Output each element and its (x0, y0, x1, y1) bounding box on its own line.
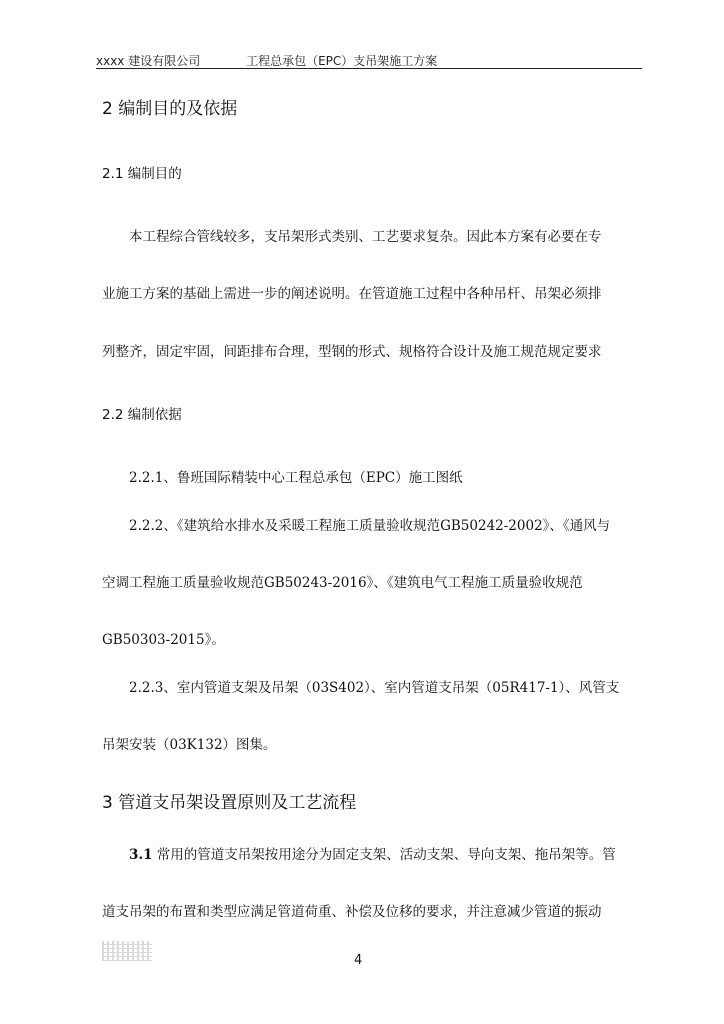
paragraph-line (129, 843, 616, 863)
paragraph-line: GB50303-2015》。 (102, 632, 225, 648)
paragraph-line: 道支吊架的布置和类型应满足管道荷重、补偿及位移的要求，并注意减少管道的振动 (102, 904, 602, 920)
header-company: xxxx 建设有限公司 (96, 54, 201, 68)
section-2-1-heading: 2.1 编制目的 (102, 166, 182, 182)
section-3-1-text: 常用的管道支吊架按用途分为固定支架、活动支架、导向支架、拖吊架等。管 (152, 847, 616, 863)
section-2-2-heading: 2.2 编制依据 (102, 407, 182, 423)
paragraph-line: 2.2.1、鲁班国际精装中心工程总承包（EPC）施工图纸 (129, 470, 463, 486)
header-rule (96, 68, 642, 69)
paragraph-line: 2.2.2、《建筑给水排水及采暖工程施工质量验收规范GB50242-2002》、《通风与 (129, 518, 611, 534)
paragraph-line: 吊架安装（03K132）图集。 (102, 737, 277, 753)
section-3-heading: 3 管道支吊架设置原则及工艺流程 (102, 793, 357, 813)
paragraph-line: 本工程综合管线较多，支吊架形式类别、工艺要求复杂。因此本方案有必要在专 (129, 229, 602, 245)
header-doc-title: 工程总承包（EPC）支吊架施工方案 (246, 54, 438, 68)
page-number: 4 (354, 953, 363, 968)
watermark-stamp (102, 941, 152, 961)
page-header (96, 52, 437, 69)
section-2-heading: 2 编制目的及依据 (102, 99, 238, 119)
paragraph-line: 空调工程施工质量验收规范GB50243-2016》、《建筑电气工程施工质量验收规范 (102, 575, 583, 591)
paragraph-line: 2.2.3、室内管道支架及吊架（03S402）、室内管道支吊架（05R417-1）、风管支 (129, 680, 620, 696)
paragraph-line: 列整齐，固定牢固，间距排布合理，型钢的形式、规格符合设计及施工规范规定要求 (102, 344, 602, 360)
section-3-1-number: 3.1 (129, 847, 153, 863)
paragraph-line: 业施工方案的基础上需进一步的阐述说明。在管道施工过程中各种吊杆、吊架必须排 (102, 286, 602, 302)
